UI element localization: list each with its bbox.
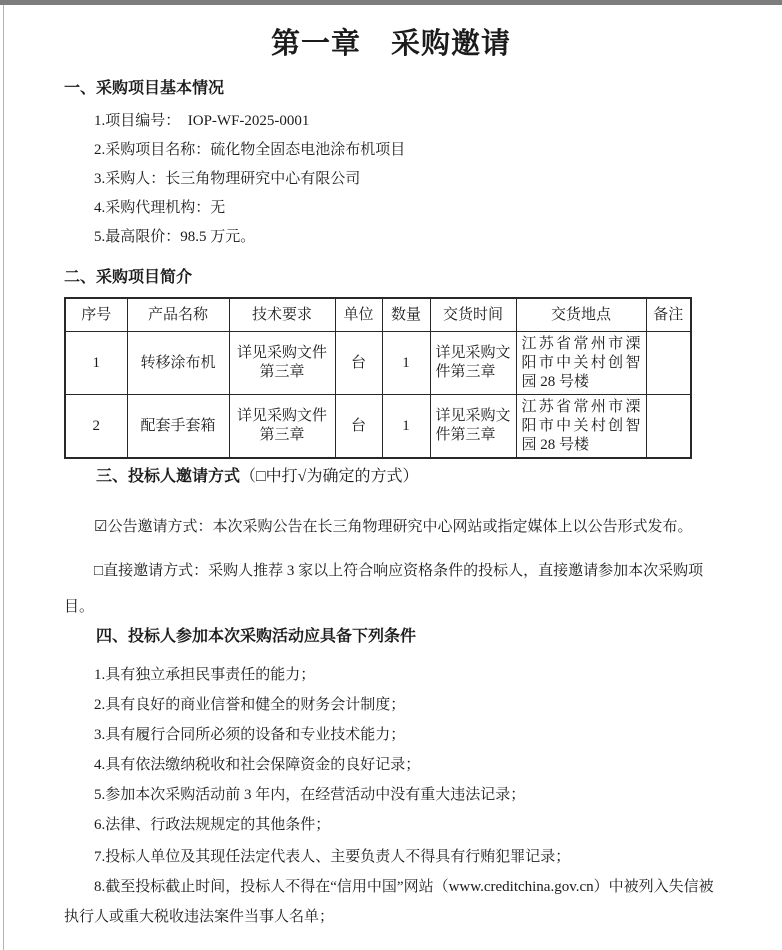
header-delivery-place: 交货地点 bbox=[516, 298, 646, 332]
table-cell: 详见采购文件第三章 bbox=[430, 395, 516, 459]
table-header-row bbox=[65, 298, 691, 332]
products-table bbox=[64, 297, 692, 459]
project-number-line: 1.项目编号： IOP-WF-2025-0001 bbox=[94, 113, 310, 129]
table-cell: 台 bbox=[335, 332, 382, 395]
header-seq: 序号 bbox=[65, 298, 127, 332]
header-delivery-time: 交货时间 bbox=[430, 298, 516, 332]
announcement-invitation-text: 公告邀请方式：本次采购公告在长三角物理研究中心网站或指定媒体上以公告形式发布。 bbox=[107, 519, 693, 535]
condition-line: 8.截至投标截止时间，投标人不得在“信用中国”网站（www.creditchina.gov.cn）中被列入失信被执行人或重大税收违法案件当事人名单； bbox=[64, 879, 714, 925]
section-3-heading-note: （□中打√为确定的方式） bbox=[240, 468, 419, 485]
condition-line: 7.投标人单位及其现任法定代表人、主要负责人不得具有行贿犯罪记录； bbox=[94, 849, 571, 865]
header-quantity: 数量 bbox=[382, 298, 430, 332]
table-cell bbox=[646, 332, 691, 395]
section-3-heading-text: 三、投标人邀请方式 bbox=[96, 468, 241, 485]
section-1-heading: 一、采购项目基本情况 bbox=[64, 80, 225, 97]
page-top-edge bbox=[0, 0, 782, 5]
agency-line: 4.采购代理机构：无 bbox=[94, 200, 226, 216]
checked-checkbox-icon: ☑ bbox=[94, 519, 108, 535]
table-cell: 配套手套箱 bbox=[127, 395, 229, 459]
section-4-items bbox=[64, 660, 718, 932]
page-left-edge bbox=[3, 5, 4, 950]
purchaser-line: 3.采购人：长三角物理研究中心有限公司 bbox=[94, 171, 361, 187]
header-tech-requirement: 技术要求 bbox=[229, 298, 335, 332]
direct-invitation-text: 直接邀请方式：采购人推荐 3 家以上符合响应资格条件的投标人，直接邀请参加本次采购项目。 bbox=[64, 563, 704, 615]
table-cell: 1 bbox=[65, 332, 127, 395]
section-2-heading: 二、采购项目简介 bbox=[64, 269, 193, 286]
section-1-items bbox=[64, 107, 718, 252]
table-cell: 转移涂布机 bbox=[127, 332, 229, 395]
table-row bbox=[65, 395, 691, 459]
condition-line: 3.具有履行合同所必须的设备和专业技术能力； bbox=[94, 727, 406, 743]
condition-line: 4.具有依法缴纳税收和社会保障资金的良好记录； bbox=[94, 757, 421, 773]
section-3-heading bbox=[64, 467, 718, 487]
project-name-line: 2.采购项目名称：硫化物全固态电池涂布机项目 bbox=[94, 142, 406, 158]
page-content bbox=[0, 25, 782, 932]
max-price-line: 5.最高限价：98.5 万元。 bbox=[94, 229, 256, 245]
unchecked-checkbox-icon: □ bbox=[94, 563, 104, 579]
table-cell: 江苏省常州市溧阳市中关村创智园 28 号楼 bbox=[516, 332, 646, 395]
table-cell: 1 bbox=[382, 332, 430, 395]
header-remark: 备注 bbox=[646, 298, 691, 332]
condition-line: 1.具有独立承担民事责任的能力； bbox=[94, 667, 316, 683]
table-cell bbox=[646, 395, 691, 459]
section-4-heading: 四、投标人参加本次采购活动应具备下列条件 bbox=[96, 628, 417, 645]
table-cell: 台 bbox=[335, 395, 382, 459]
chapter-title: 第一章 采购邀请 bbox=[270, 28, 511, 60]
table-cell: 江苏省常州市溧阳市中关村创智园 28 号楼 bbox=[516, 395, 646, 459]
condition-line: 6.法律、行政法规规定的其他条件； bbox=[94, 817, 331, 833]
direct-invitation-paragraph bbox=[64, 553, 718, 625]
table-cell: 详见采购文件第三章 bbox=[229, 395, 335, 459]
table-cell: 2 bbox=[65, 395, 127, 459]
table-row bbox=[65, 332, 691, 395]
header-product-name: 产品名称 bbox=[127, 298, 229, 332]
table-cell: 详见采购文件第三章 bbox=[430, 332, 516, 395]
condition-line: 5.参加本次采购活动前 3 年内，在经营活动中没有重大违法记录； bbox=[94, 787, 526, 803]
header-unit: 单位 bbox=[335, 298, 382, 332]
announcement-invitation-paragraph bbox=[64, 509, 718, 545]
table-cell: 详见采购文件第三章 bbox=[229, 332, 335, 395]
table-cell: 1 bbox=[382, 395, 430, 459]
condition-line: 2.具有良好的商业信誉和健全的财务会计制度； bbox=[94, 697, 406, 713]
